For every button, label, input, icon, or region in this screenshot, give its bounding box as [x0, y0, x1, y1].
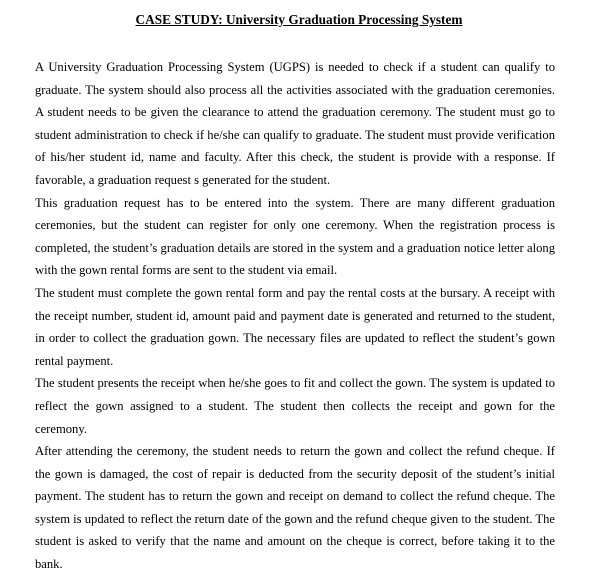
document-title: CASE STUDY: University Graduation Processing System — [135, 12, 463, 27]
paragraph-graduation-request: This graduation request has to be entered into the system. There are many different graduation ceremonies, but the student can register for only one ceremony. When the registration process is completed, the student’s graduation details are stored in the system and a graduation notice letter along with the gown rental forms are sent to the student via email. — [35, 195, 555, 278]
paragraph-ugps-overview: A University Graduation Processing System (UGPS) is needed to check if a student can qualify to graduate. The system should also process all the activities associated with the graduation ceremonies. A student needs to be given the clearance to attend the graduation ceremony. The student must go to student administration to check if he/she can qualify to graduate. The student must provide verification of his/her student id, name and faculty. After this check, the student is provide with a response. If favorable, a graduation request s generated for the student. — [35, 60, 555, 187]
paragraph-gown-return-refund: After attending the ceremony, the student needs to return the gown and collect the refund cheque. If the gown is damaged, the cost of repair is deducted from the security deposit of the student’s initial payment. The student has to return the gown and receipt on demand to collect the refund cheque. The system is updated to reflect the return date of the gown and the refund cheque given to the student. The student is asked to verify that the name and amount on the cheque is correct, before taking it to the bank. — [35, 444, 555, 572]
document-body — [35, 56, 555, 576]
paragraph-gown-rental-payment: The student must complete the gown rental form and pay the rental costs at the bursary. A receipt with the receipt number, student id, amount paid and payment date is generated and returned to the student, in order to collect the graduation gown. The necessary files are updated to reflect the student’s gown rental payment. — [35, 285, 555, 368]
paragraph-gown-collection: The student presents the receipt when he/she goes to fit and collect the gown. The system is updated to reflect the gown assigned to a student. The student then collects the receipt and gown for the ceremony. — [35, 376, 555, 436]
